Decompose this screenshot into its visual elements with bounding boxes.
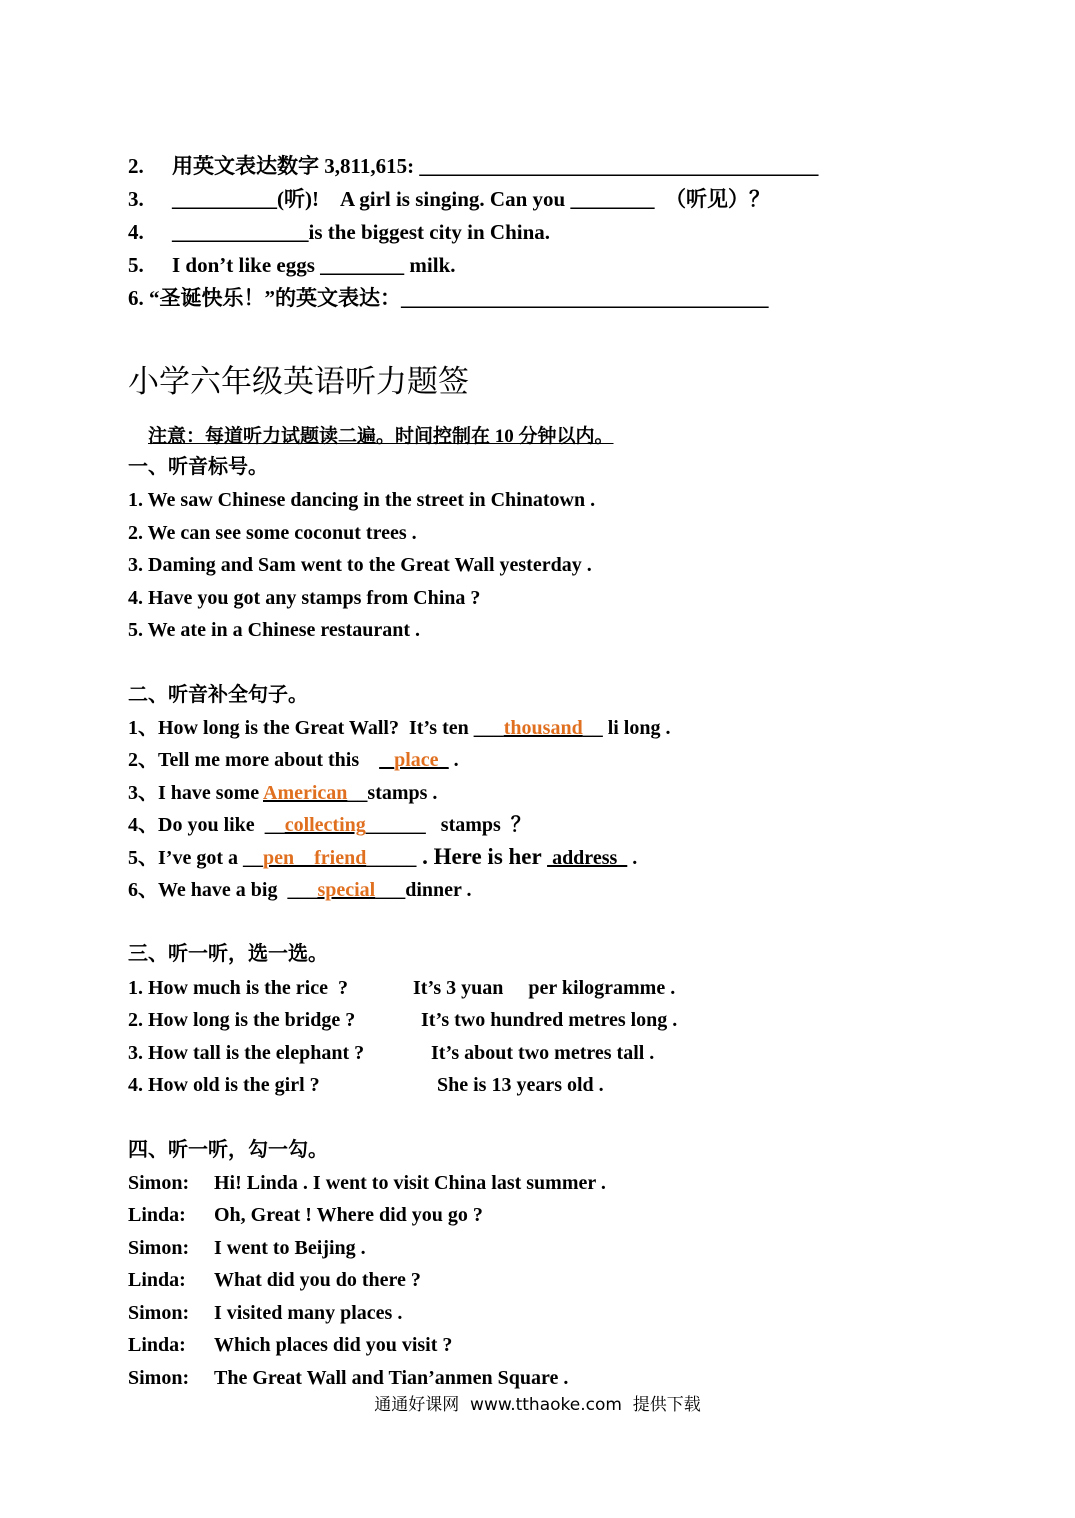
footer-credit: 通通好课网 www.tthaoke.com 提供下载 [374, 1395, 701, 1415]
section-4-heading: 四、听一听，勾一勾。 [128, 1139, 328, 1161]
question-3: 3. __________(听)! A girl is singing. Can you ________ （听见）？ [128, 187, 770, 211]
dialogue-line: Simon: I visited many places . [128, 1302, 403, 1324]
page-title: 小学六年级英语听力题签 [128, 364, 469, 400]
list-item: 5. We ate in a Chinese restaurant . [128, 619, 421, 641]
answer-text: American [263, 782, 348, 804]
list-item: 3. Daming and Sam went to the Great Wall yesterday . [128, 554, 592, 576]
dialogue-line: Linda: What did you do there ? [128, 1269, 421, 1291]
dialogue-line: Linda: Which places did you visit ? [128, 1334, 453, 1356]
question-2: 2. 用英文表达数字 3,811,615: ______________________________________ [128, 154, 819, 178]
fill-sentence-6: 6、We have a big ___special___dinner . [128, 879, 472, 901]
answer-text: pen friend [262, 847, 367, 869]
fill-sentence-1: 1、How long is the Great Wall? It’s ten ___thousand__ li long . [128, 717, 671, 739]
fill-sentence-5: 5、I’ve got a __pen friend_____ . Here is her address . [128, 844, 638, 869]
qa-row: 2. How long is the bridge ? It’s two hundred metres long . [128, 1009, 678, 1031]
section-1-heading: 一、听音标号。 [128, 456, 268, 478]
section-3-heading: 三、听一听，选一选。 [128, 943, 328, 965]
dialogue-line: Simon: The Great Wall and Tian’anmen Square . [128, 1367, 569, 1389]
list-item: 2. We can see some coconut trees . [128, 522, 417, 544]
section-2-heading: 二、听音补全句子。 [128, 684, 308, 706]
answer-text: thousand [503, 717, 583, 739]
answer-text: collecting [284, 814, 366, 836]
qa-row: 4. How old is the girl ? She is 13 years old . [128, 1074, 604, 1096]
dialogue-line: Linda: Oh, Great ! Where did you go ? [128, 1204, 483, 1226]
fill-sentence-3: 3、I have some American__stamps . [128, 782, 438, 804]
list-item: 4. Have you got any stamps from China ? [128, 587, 481, 609]
notice: 注意：每道听力试题读二遍。时间控制在 10 分钟以内。 [148, 426, 614, 447]
qa-row: 1. How much is the rice ? It’s 3 yuan per kilogramme . [128, 977, 676, 999]
dialogue-line: Simon: Hi! Linda . I went to visit China last summer . [128, 1172, 606, 1194]
answer-text: place [394, 749, 439, 771]
question-4: 4. _____________is the biggest city in China. [128, 220, 551, 244]
dialogue-line: Simon: I went to Beijing . [128, 1237, 366, 1259]
fill-sentence-4: 4、Do you like __collecting______ stamps ？ [128, 814, 531, 836]
fill-sentence-2: 2、Tell me more about this _place_ . [128, 749, 459, 771]
question-5: 5. I don’t like eggs ________ milk. [128, 253, 456, 277]
qa-row: 3. How tall is the elephant ? It’s about two metres tall . [128, 1042, 655, 1064]
list-item: 1. We saw Chinese dancing in the street in Chinatown . [128, 489, 596, 511]
answer-text: address [547, 847, 628, 869]
question-6: 6. “圣诞快乐！”的英文表达：___________________________________ [128, 286, 769, 310]
answer-text: special [317, 879, 376, 901]
